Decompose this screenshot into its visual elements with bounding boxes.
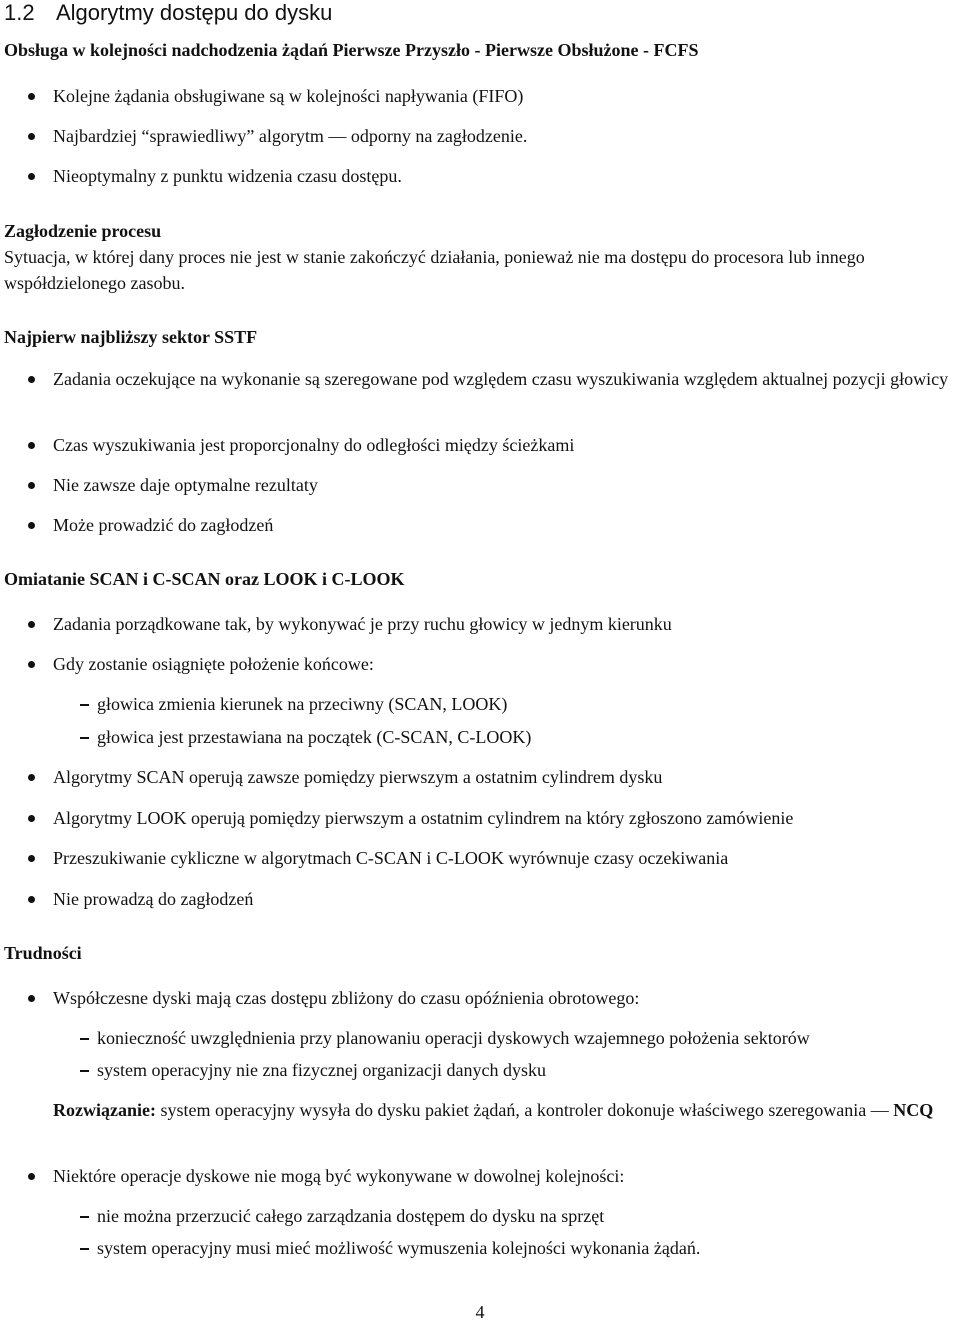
sstf-item-1: Zadania oczekujące na wykonanie są szeregowane pod względem czasu wyszukiwania względem aktualnej pozycji głowicy — [28, 367, 956, 393]
scan-heading: Omiatanie SCAN i C-SCAN oraz LOOK i C-LOOK — [4, 569, 405, 589]
solution-ncq: NCQ — [893, 1100, 934, 1120]
dash-icon — [80, 737, 89, 739]
bullet-icon — [28, 133, 35, 140]
sstf-heading: Najpierw najbliższy sektor SSTF — [4, 327, 258, 347]
solution-note — [53, 1098, 956, 1124]
solution-label: Rozwiązanie: — [53, 1100, 156, 1120]
starvation-heading: Zagłodzenie procesu — [4, 221, 162, 241]
bullet-icon — [28, 815, 35, 822]
bullet-icon — [28, 522, 35, 529]
sstf-item-2: Czas wyszukiwania jest proporcjonalny do odległości między ścieżkami — [28, 433, 956, 459]
difficulties-item-1: Współczesne dyski mają czas dostępu zbliżony do czasu opóźnienia obrotowego: — [28, 986, 956, 1012]
fcfs-item-1: Kolejne żądania obsługiwane są w kolejności napływania (FIFO) — [28, 84, 956, 110]
scan-item-1: Zadania porządkowane tak, by wykonywać je przy ruchu głowicy w jednym kierunku — [28, 612, 956, 638]
difficulties-subitem-3: nie można przerzucić całego zarządzania dostępem do dysku na sprzęt — [80, 1204, 956, 1230]
difficulties-subitem-2: system operacyjny nie zna fizycznej organizacji danych dysku — [80, 1058, 956, 1084]
bullet-icon — [28, 774, 35, 781]
difficulties-item-2: Niektóre operacje dyskowe nie mogą być wykonywane w dowolnej kolejności: — [28, 1164, 956, 1190]
section-title-text: Algorytmy dostępu do dysku — [56, 0, 333, 25]
scan-item-6: Nie prowadzą do zagłodzeń — [28, 887, 956, 913]
dash-icon — [80, 1038, 89, 1040]
bullet-icon — [28, 661, 35, 668]
fcfs-item-3: Nieoptymalny z punktu widzenia czasu dostępu. — [28, 164, 956, 190]
dash-icon — [80, 1216, 89, 1218]
dash-icon — [80, 1248, 89, 1250]
scan-item-4: Algorytmy LOOK operują pomiędzy pierwszym a ostatnim cylindrem na który zgłoszono zamówienie — [28, 806, 956, 832]
difficulties-subitem-4: system operacyjny musi mieć możliwość wymuszenia kolejności wykonania żądań. — [80, 1236, 956, 1262]
dash-icon — [80, 704, 89, 706]
fcfs-item-2: Najbardziej “sprawiedliwy” algorytm — odporny na zagłodzenie. — [28, 124, 956, 150]
scan-subitem-2: głowica jest przestawiana na początek (C-SCAN, C-LOOK) — [80, 725, 956, 751]
difficulties-heading: Trudności — [4, 943, 82, 963]
page-number: 4 — [475, 1302, 485, 1322]
bullet-icon — [28, 855, 35, 862]
scan-item-2: Gdy zostanie osiągnięte położenie końcowe: — [28, 652, 956, 678]
bullet-icon — [28, 93, 35, 100]
bullet-icon — [28, 621, 35, 628]
sstf-item-3: Nie zawsze daje optymalne rezultaty — [28, 473, 956, 499]
section-number: 1.2 — [4, 0, 35, 25]
section-title — [4, 0, 332, 26]
dash-icon — [80, 1070, 89, 1072]
bullet-icon — [28, 995, 35, 1002]
bullet-icon — [28, 896, 35, 903]
bullet-icon — [28, 1173, 35, 1180]
starvation-definition: Sytuacja, w której dany proces nie jest w stanie zakończyć działania, ponieważ nie ma dostępu do procesora lub innego współdzielonego zasobu. — [4, 247, 865, 293]
sstf-item-4: Może prowadzić do zagłodzeń — [28, 513, 956, 539]
bullet-icon — [28, 376, 35, 383]
fcfs-heading: Obsługa w kolejności nadchodzenia żądań Pierwsze Przyszło - Pierwsze Obsłużone - FCFS — [4, 40, 699, 60]
scan-item-3: Algorytmy SCAN operują zawsze pomiędzy pierwszym a ostatnim cylindrem dysku — [28, 765, 956, 791]
scan-item-5: Przeszukiwanie cykliczne w algorytmach C-SCAN i C-LOOK wyrównuje czasy oczekiwania — [28, 846, 956, 872]
bullet-icon — [28, 173, 35, 180]
bullet-icon — [28, 482, 35, 489]
bullet-icon — [28, 442, 35, 449]
difficulties-subitem-1: konieczność uwzględnienia przy planowaniu operacji dyskowych wzajemnego położenia sektorów — [80, 1026, 956, 1052]
scan-subitem-1: głowica zmienia kierunek na przeciwny (SCAN, LOOK) — [80, 692, 956, 718]
solution-text: system operacyjny wysyła do dysku pakiet żądań, a kontroler dokonuje właściwego szeregowania — — [155, 1100, 894, 1120]
